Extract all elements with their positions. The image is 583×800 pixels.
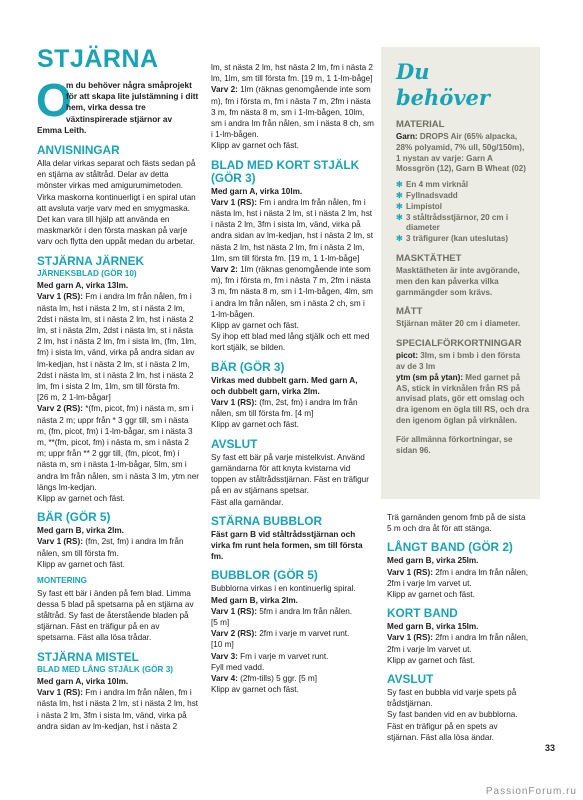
round-label: Varv 4: bbox=[211, 673, 238, 683]
materials-sidebar bbox=[381, 47, 540, 499]
bullet-star-icon: ✻ bbox=[396, 212, 403, 222]
material-text: Garn: DROPS Air (65% alpacka, 28% polyamid, 7% ull, 50g/150m), 1 nystan av varje: Garn A Mossgrön (12), Garn B Wheat (02) bbox=[396, 132, 526, 174]
column-3 bbox=[387, 512, 529, 743]
section-heading: ANVISNINGAR bbox=[37, 143, 120, 158]
round-label: Varv 1 (RS): bbox=[211, 197, 257, 207]
round-label: Varv 1 (RS): bbox=[387, 567, 433, 577]
instruction-bold: Med garn B, virka 25lm. bbox=[387, 556, 479, 566]
material-heading: MATERIAL bbox=[396, 119, 445, 130]
round-instruction bbox=[211, 197, 374, 264]
paragraph: [10 m] bbox=[211, 640, 234, 650]
instruction-bold: Med garn A, virka 10lm. bbox=[211, 186, 303, 196]
section-heading: LÅNGT BAND (GÖR 2) bbox=[387, 540, 513, 555]
instruction-bold: Med garn B, virka 2lm. bbox=[211, 595, 298, 605]
supply-item-text: En 4 mm virknål bbox=[406, 180, 469, 190]
instruction-bold: Med garn A, virka 13lm. bbox=[37, 281, 129, 291]
supplies-list bbox=[396, 180, 530, 245]
instruction-bold: Med garn A, virka 10lm. bbox=[37, 677, 129, 687]
round-label: Varv 2: bbox=[211, 85, 238, 95]
column-1 bbox=[37, 46, 199, 732]
round-instruction bbox=[37, 403, 199, 493]
intro-text: m du behöver några småprojekt för att skapa lite julstämning i ditt hem, virka dessa tre växtinspirerade stjärnor av Emma Leith. bbox=[37, 80, 199, 135]
round-instruction bbox=[211, 264, 374, 320]
supply-item-text: Fyllnadsvadd bbox=[406, 190, 458, 200]
round-text: 1lm (räknas genomgående inte som m), fm i första m, fm i nästa 7 m, 2fm i nästa 3 m, fm nästa 8 m, sm i 1-lm-bågen, 10lm, sm i andra lm från nålen, sm i nästa 8 ch, sm i 1-lm-bågen. bbox=[211, 85, 374, 140]
round-instruction bbox=[211, 397, 374, 419]
section-heading: KORT BAND bbox=[387, 606, 458, 621]
round-text: (fm, 2st, fm) i andra lm från nålen, sm till första fm. bbox=[37, 537, 184, 558]
round-instruction bbox=[37, 687, 199, 732]
abbrev-reference: För allmänna förkortningar, se sidan 96. bbox=[396, 434, 513, 455]
round-text: (fm, 2st, fm) i andra lm från nålen, sm till första fm. [4 m] bbox=[211, 398, 358, 419]
page-title: STJÄRNA bbox=[37, 45, 159, 73]
round-label: Varv 1 (RS): bbox=[387, 633, 433, 643]
special-ytm: ytm (sm på ytan): Med garnet på AS, stick in virknålen från RS på anvisad plats, gör ett omslag och dra igenom en ögla till RS, och dra den igenom öglan på virknålen. bbox=[396, 372, 530, 425]
round-text: (2fm-tills) 5 ggr. [5 m] bbox=[240, 673, 318, 683]
paragraph: Fyll med vadd. bbox=[211, 662, 265, 672]
paragraph: Trä garnänden genom fmb på de sista 5 m och dra åt för att stänga. bbox=[387, 513, 526, 534]
instruction-bold: Med garn B, virka 2lm. bbox=[37, 526, 124, 536]
paragraph: Klipp av garnet och fäst. bbox=[37, 559, 125, 569]
paragraph: Klipp av garnet och fäst. bbox=[211, 141, 299, 151]
round-instruction bbox=[37, 536, 199, 558]
section-heading: AVSLUT bbox=[387, 672, 434, 687]
bullet-star-icon: ✻ bbox=[396, 180, 403, 190]
section-heading: BÄR (GÖR 3) bbox=[211, 359, 285, 374]
masktathet-heading: MASKTÄTHET bbox=[396, 252, 462, 264]
round-instruction bbox=[211, 628, 374, 639]
watermark: PassionForum.ru bbox=[485, 786, 577, 797]
paragraph: [26 m, 2 1-lm-bågar] bbox=[37, 393, 111, 403]
paragraph: Klipp av garnet och fäst. bbox=[387, 590, 475, 600]
special-heading: SPECIALFÖRKORTNINGAR bbox=[396, 338, 522, 350]
instruction-bold: Fäst garn B vid ståltrådsstjärnan och virka fm runt hela formen, sm till första fm. bbox=[211, 529, 363, 562]
supply-item-text: Limpistol bbox=[406, 201, 442, 211]
round-text: Fm i andra lm från nålen, fm i nästa lm, hst i nästa 2 lm, st i nästa 2 lm, 2dst i nästa lm, st i nästa 2 lm, hst i nästa 2 lm, st i nästa 2lm, 2dst i nästa lm, st i nästa 2 lm, hst i nästa 2 lm, fm i sista lm, (fm, 1lm, fm) i sista lm, vänd, virka på andra sidan av lm-kedjan, hst i nästa 2 lm, st i nästa 2 lm, 2dst i nästa lm, st i nästa 2 lm, hst i nästa 2 lm, fm i sista 2 lm, 1lm, sm till första fm. bbox=[37, 292, 197, 391]
round-label: Varv 1 (RS): bbox=[37, 688, 83, 698]
section-heading: BLAD MED KORT STJÄLK (GÖR 3) bbox=[211, 157, 360, 185]
paragraph: Alla delar virkas separat och fästs sedan på en stjärna av ståltråd. Delar av detta mönster virkas med amigurumimetoden. Virka maskorna kontinuerligt i en spiral utan att avsluta varje varv med en smygmaska. Det kan vara till hjälp att använda en maskmarkör i den första maskan på varje varv och flytta den uppåt medan du arbetar. bbox=[37, 159, 196, 247]
subsection-heading: BLAD MED LÅNG STJÄLK (GÖR 3) bbox=[37, 664, 174, 674]
section-heading: STJÄRNA MISTEL bbox=[37, 649, 139, 664]
paragraph: Klipp av garnet och fäst. bbox=[211, 321, 299, 331]
matt-text: Stjärnan mäter 20 cm i diameter. bbox=[396, 319, 521, 329]
paragraph: Klipp av garnet och fäst. bbox=[37, 494, 125, 503]
round-label: Varv 1 (RS): bbox=[37, 292, 83, 302]
bullet-star-icon: ✻ bbox=[396, 190, 403, 200]
paragraph: Fäst alla garnändar. bbox=[211, 497, 284, 507]
supply-item bbox=[396, 180, 530, 191]
page-number: 33 bbox=[544, 743, 555, 753]
subsection-heading: JÄRNEKSBLAD (GÖR 10) bbox=[37, 268, 137, 278]
section-heading: BÄR (GÖR 5) bbox=[37, 510, 111, 525]
paragraph: lm, st nästa 2 lm, hst nästa 2 lm, fm i nästa 2 lm, 1lm, sm till första fm. [19 m, 1 1-lm-båge] bbox=[211, 63, 373, 84]
round-instruction bbox=[211, 606, 374, 617]
special-picot: picot: 3lm, sm i bmb i den första av de 3 lm bbox=[396, 351, 521, 371]
paragraph: Sy ihop ett blad med lång stjälk och ett med kort stjälk, se bilden. bbox=[211, 332, 370, 353]
round-instruction bbox=[211, 673, 374, 684]
sidebar-heading: Du behöver bbox=[396, 59, 490, 110]
bullet-star-icon: ✻ bbox=[396, 234, 403, 244]
round-label: Varv 2 (RS): bbox=[37, 404, 83, 414]
supply-item-text: 3 ståltrådsstjärnor, 20 cm i diameter bbox=[406, 212, 509, 233]
section-heading: STÄRNA BUBBLOR bbox=[211, 513, 322, 528]
paragraph: Klipp av garnet och fäst. bbox=[387, 655, 475, 665]
round-label: Varv 1 (RS): bbox=[37, 537, 83, 547]
bullet-star-icon: ✻ bbox=[396, 201, 403, 211]
round-text: Fm i varje m varvet runt. bbox=[240, 651, 329, 661]
round-label: Varv 2: bbox=[211, 265, 238, 275]
round-text: *(fm, picot, fm) i nästa m, sm i nästa 2 m; uppr från * 3 ggr till, sm i nästa m, (fm, picot, fm) i 1-lm-bågar, sm i nästa 3 m, **(fm, picot, fm) i nästa m, sm i nästa 2 m; uppr från ** 2 ggr till, (fm, picot, fm) i nästa m, sm i nästa 1-lm-bågar, 5lm, sm i andra lm från nålen, sm i nästa 3 lm, ytm ner längs lm-kedjan. bbox=[37, 404, 199, 492]
round-text: 2fm i andra lm från nålen, 2fm i varje lm varvet ut. bbox=[387, 567, 529, 588]
section-heading: STJÄRNA JÄRNEK bbox=[37, 253, 145, 268]
round-label: Varv 2 (RS): bbox=[211, 629, 257, 639]
column-1-body bbox=[37, 144, 199, 732]
matt-heading: MÅTT bbox=[396, 306, 423, 318]
paragraph: Sy fast en bubbla vid varje spets på trådstjärnan. bbox=[387, 688, 517, 709]
intro-lead bbox=[36, 74, 199, 136]
paragraph: Sy fast ett bär på varje mistelkvist. Använd garnändarna för att knyta kvistarna vid toppen av ståltrådsstjärnan. Fäst en träfigur på en av stjärnans spetsar. bbox=[211, 452, 369, 496]
round-text: 1lm (räknas genomgående inte som m), fm i första m, fm i nästa 7 m, 2fm i nästa 3 m, fm nästa 8 m, sm i 1-lm-bågen, 4lm, sm i andra lm från nålen, sm i nästa 2 ch, sm i 1-lm-bågen. bbox=[211, 265, 373, 319]
supply-item bbox=[396, 213, 530, 235]
column-2 bbox=[211, 62, 374, 695]
section-heading: AVSLUT bbox=[211, 436, 258, 451]
paragraph: Klipp av garnet och fäst. bbox=[211, 685, 299, 695]
round-instruction bbox=[37, 291, 199, 392]
subsection-heading: MONTERING bbox=[37, 576, 88, 586]
paragraph: Sy fast ett bär i änden på fem blad. Limma dessa 5 blad på spetsarna på en stjärna av ståltråd. Sy fast de återstående bladen på stjärnan. Fäst en träfigur på en av spetsarna. Fäst alla lösa trådar. bbox=[37, 588, 194, 643]
paragraph: Sy fast banden vid en av bubblorna. Fäst en träfigur på en spets av stjärnan. Fäst alla lösa ändar. bbox=[387, 710, 518, 742]
instruction-bold: Med garn B, virka 15lm. bbox=[387, 622, 479, 632]
section-heading: BUBBLOR (GÖR 5) bbox=[211, 568, 318, 583]
paragraph: Bubblorna virkas i en kontinuerlig spiral. bbox=[211, 584, 356, 594]
supply-item bbox=[396, 234, 530, 245]
round-label: Varv 1 (RS): bbox=[211, 398, 257, 408]
round-instruction bbox=[211, 651, 374, 662]
supply-item bbox=[396, 202, 530, 213]
round-instruction bbox=[387, 632, 529, 654]
round-text: Fm i andra lm från nålen, fm i nästa lm, hst i nästa 2 lm, st i nästa 2 lm, hst i nästa 2 lm, 3fm i sista lm, vänd, virka på andra sidan av lm-kedjan, hst i nästa 2 lm, st nästa 2 lm, hst nästa 2 lm, fm i nästa 2 lm, 1lm, sm till första fm. [19 m, 1 1-lm-båge] bbox=[211, 197, 374, 263]
drop-cap: O bbox=[36, 74, 72, 126]
masktathet-text: Masktätheten är inte avgörande, men den kan påverka vilka garnmängder som krävs. bbox=[396, 265, 520, 297]
paragraph: [5 m] bbox=[211, 617, 230, 627]
supply-item bbox=[396, 191, 530, 202]
round-text: 5fm i andra lm från nålen. bbox=[259, 606, 353, 616]
supply-item-text: 3 träfigurer (kan uteslutas) bbox=[406, 234, 509, 244]
round-text: 2fm i varje m varvet runt. bbox=[259, 629, 350, 639]
round-text: 2fm i andra lm från nålen, 2fm i varje lm varvet ut. bbox=[387, 633, 529, 654]
round-instruction bbox=[387, 567, 529, 589]
round-label: Varv 3: bbox=[211, 651, 238, 661]
round-label: Varv 1 (RS): bbox=[211, 606, 257, 616]
paragraph: Klipp av garnet och fäst. bbox=[211, 420, 299, 430]
instruction-bold: Virkas med dubbelt garn. Med garn A, och dubbelt garn, virka 2lm. bbox=[211, 375, 358, 396]
round-instruction bbox=[211, 84, 374, 140]
round-text: Fm i andra lm från nålen, fm i nästa lm, hst i nästa 2 lm, st i nästa 2 lm, hst i nästa 2 lm, 3fm i sista lm, vänd, virka på andra sidan av lm-kedjan, hst i nästa 2 bbox=[37, 688, 199, 731]
